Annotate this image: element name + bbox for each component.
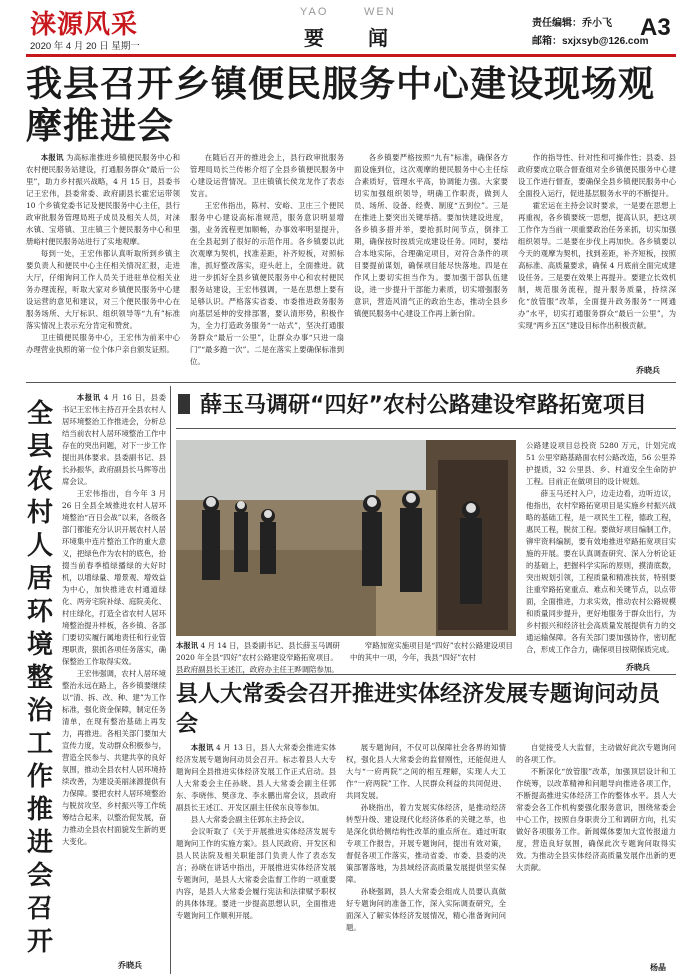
- story2-right-1: 公路建设项目总投资 5280 万元，计划完成 51 公里窄路基路面农村公路改造，56 公里养护提质，32 公里县、乡、村道安全生命防护工程。目前正在做项目的设计规划。: [526, 441, 676, 486]
- story2-caption: 本报讯 4 月 14 日，县委副书记、县长薛玉马调研 2020 年全县“四好”农村公路建设窄路拓宽项目。县政府副县长王述江，政府办主任王晔调陪参加。: [176, 641, 340, 674]
- side-story-body: 本报讯 4 月 16 日，县委书记王宏伟主持召开全县农村人居环境整治工作推进会，分析总结当前农村人居环境整治工作中存在的突出问题，对下一步工作提出具体要求。县委副书记、县长孙振华，政府副县长马辉等出席会议。 王宏伟指出，自今年 3 月 26 日全县全域推进农村人居环境整治“百日会战”以来，各级各部门都能充分认识开展农村人居环境集中连片整治工作的重大意义，把绿色作为农村的底色，拾掇当前春季植绿播绿的大好时机，以增绿量、增景观、增效益为中心，加快推进农村通道绿化、两旁宅院补绿、庭院美化、村庄绿化，打造全省农村人居环境整治提升样板，各乡镇、各部门要切实履行属地责任和行业管理职责，狠抓各项任务落实，确保整治工作取得实效。 王宏伟强调，农村人居环境整治永远在路上，各乡镇要继续以“清、拆、改、种、建”为工作标准，强化资金保障，制定任务清单，在现有整治基础上再发力，再推进。各相关部门要加大宣传力度，发动群众积极参与，营造全民参与、共建共享的良好氛围，推动全县农村人居环境持续改善，为建设美丽涞源提供有力保障。要把农村人居环境整治与脱贫攻坚、乡村振兴等工作统筹结合起来，以整治促发展，奋力推动全县农村面貌发生新的更大变化。: [62, 393, 166, 846]
- side-body-2: 王宏伟指出，自今年 3 月 26 日全县全域推进农村人居环境整治“百日会战”以来，各级各部门都能充分认识开展农村人居环境集中连片整治工作的重大意义，把绿色作为农村的底色，拾掇当前春季植绿播绿的大好时机，以增绿量、增景观、增效益为中心，加快推进农村通道绿化、两旁宅院补绿、庭院美化、村庄绿化，打造全省农村人居环境整治提升样板，各乡镇、各部门要切实履行属地责任和行业管理职责，狠抓各项任务落实，确保整治工作取得实效。: [62, 489, 166, 666]
- story3-col-3: [516, 742, 676, 958]
- divider-vertical: [170, 386, 171, 974]
- story3-col-1: 本报讯 4 月 13 日，县人大常委会推进实体经济发展专题询问动员会召开。标志着县人大专题询问全县推进实体经济发展工作正式启动。县人大常委会主任孙晓、县人大常委会副主任郭东、李晓伟、樊彦龙、李永鹏出席会议，县政府副县长王述江、开发区副主任侯东良等参加。 县人大常委会副主任郭东主持会议。 会议听取了《关于开展推进实体经济发展专题询问工作的实施方案》。县人民政府、开发区和县人民法院及相关职能部门负责人作了表态发言；孙晓在讲话中指出，开展推进实体经济发展专题询问，是县人大常委会监督工作的一项重要内容，是县人大常委会履行宪法和法律赋予职权的具体体现。要进一步提高思想认识，全面推进专题询问工作顺利开展。: [176, 743, 336, 920]
- story2-headline: 薛玉马调研“四好”农村公路建设窄路拓宽项目: [200, 393, 647, 418]
- story1-col-3: [354, 152, 508, 378]
- section-cn-2: 闻: [368, 26, 388, 50]
- story1-col-2: [190, 152, 344, 378]
- divider-2: [176, 428, 676, 429]
- section-en-2: WEN: [364, 6, 396, 18]
- story3-col2-text: 展专题询问，不仅可以保障社会各界的知情权，强化县人大常委会的监督刚性，还能促进人大与“一府两院”之间的相互理解，实现人大工作“一府两院”工作、人民群众利益的共同促进、共同发展。: [346, 743, 506, 800]
- story2-caption-2: [350, 640, 516, 676]
- story1-col4-text: 作的指导性、针对性和可操作性；县委、县政府要成立联合督查组对全乡镇便民服务中心建设工作进行督查，要确保全县乡镇便民服务中心全面投入运行，促进基层服务水平的不断提升。: [518, 153, 676, 198]
- story3-col3b-text: 不断深化“放管服”改革，加强顶层设计和工作统筹，以改革精神和问题导向推进各项工作，不断提高推进实体经济工作的整体水平。县人大常委会各工作机构要强化服务意识，围绕常委会中心工作，按照自身职责分工和调研方向，扎实做好各项服务工作。新闻媒体要加大宣传报道力度，营造良好氛围，确保此次专题询问取得实效。为推动全县实体经济高质量发展作出新的更大贡献。: [516, 767, 676, 872]
- headline-marker: [178, 394, 190, 414]
- side-body-1: 4 月 16 日，县委书记王宏伟主持召开全县农村人居环境整治工作推进会，分析总结当前农村人居环境整治工作中存在的突出问题，对下一步工作提出具体要求。县委副书记、县长孙振华，政府副县长马辉等出席会议。: [62, 393, 166, 486]
- story1-col1-text: 为高标准推进乡镇便民服务中心和农村便民服务站建设，打通服务群众“最后一公里”，助力乡村振兴战略，4 月 15 日，县委书记王宏伟，县委常委、政府副县长霍宏运带领 10 个乡镇党委书记及便民服务中心主任，县行政审批服务管理局班子成员及相关人员，对涞水镇、宝塔镇、卫庄镇三个便民服务中心和里册峪村便民服务站进行了实地观摩。: [26, 153, 180, 246]
- story1-col-4: [518, 152, 676, 364]
- story3-author: 杨晶: [650, 963, 666, 972]
- story3-col2b-text: 孙晓指出，着力发展实体经济，是推动经济转型升级、建设现代化经济体系的关键之举，也是深化供给侧结构性改革的重点所在。通过听取专项工作报告，开展专题询问，提出有效对策，督促各项工作落实，推动省委、市委、县委的决策部署落地，为县域经济高质量发展提供坚实保障。: [346, 803, 506, 884]
- story1-col3-text: 各乡镇要严格按照“九有”标准，确保各方面设施到位，这次观摩的便民服务中心主任综合素质好，管理水平高，协调能力强。大家要切实加强组织领导，明确工作职责，做到人员、场所、设备、经费、制度“五到位”。三是在推进上要突出关键举措。要加快建设进度，各乡镇多措并举，要抢抓时间节点，倒排工期，确保按时按质完成建设任务。同时，要结合本地实际，合理确定项目，对符合条件的项目要提前谋划，确保项目能尽快落地。四是在作风上要切实担当作为。要加强干部队伍建设，进一步提升干部能力素质，切实增强服务意识，营造风清气正的政治生态，推动全县乡镇便民服务中心建设工作再上新台阶。: [354, 153, 508, 318]
- story2-author: 乔晓兵: [626, 663, 650, 672]
- newspaper-logo: 涞源风采: [30, 10, 139, 40]
- story3-col3-text: 自觉接受人大监督，主动做好此次专题询问的各项工作。: [516, 743, 676, 764]
- editor-email: 邮箱：sxjxsyb@126.com: [532, 36, 649, 47]
- story2-right-2: 薛玉马还村入户，边走边看，边听边议，他指出，农村窄路拓宽项目是实施乡村振兴战略的基础工程，是一项民生工程，德政工程，惠民工程，脱贫工程。要做好项目编制工作，铆牢资料编制，要有效地推进窄路拓宽项目实施的开展。要在认真调查研究、深入分析论证的基础上，把握科学实际的原则，摸清底数，突出规划引领，工程质量和精准扶贫，特别要注重窄路拓宽重点、难点和关键节点，以点带面，全面推进，力求实效，推动农村公路规模和质量同步提升，更好地服务于群众出行，为乡村振兴和经济社会高质量发展提供有力的交通运输保障。各有关部门要加强协作，密切配合，形成工作合力，确保项目按期保质完成。: [526, 489, 676, 654]
- story3-col1c-text: 会议听取了《关于开展推进实体经济发展专题询问工作的实施方案》。县人民政府、开发区和县人民法院及相关职能部门负责人作了表态发言；孙晓在讲话中指出，开展推进实体经济发展专题询问，是县人大常委会监督工作的一项重要内容，是县人大常委会履行宪法和法律赋予职权的具体体现。要进一步提高思想认识，全面推进专题询问工作顺利开展。: [176, 827, 336, 920]
- divider-3: [176, 674, 676, 675]
- section-cn-1: 要: [304, 26, 324, 50]
- story3-col-2: [346, 742, 506, 972]
- side-story-author: 乔晓兵: [118, 961, 142, 970]
- story3-col1b-text: 县人大常委会副主任郭东主持会议。: [190, 815, 310, 824]
- field-visit-photo: [176, 440, 516, 636]
- story2-caption-text: 4 月 14 日，县委副书记、县长薛玉马调研 2020 年全县“四好”农村公路建设窄路拓宽项目。县政府副县长王述江，政府办主任王晔调陪参加。: [176, 641, 340, 674]
- masthead-rule: [26, 54, 676, 57]
- responsible-editor: 责任编辑：乔小飞: [532, 18, 612, 29]
- story1-col1b-text: 每到一处，王宏伟都认真听取所到乡镇主要负责人和便民中心主任相关情况汇报，走进大厅，仔细询问工作人员关于进驻单位相关业务办理流程，听取大家对乡镇便民服务中心建设运营的意见和建议，对三个便民服务中心在服务场所、大厅标识、组织领导等“九有”标准落实情况上表示充分肯定和赞赏。: [26, 249, 180, 330]
- story3-headline: 县人大常委会召开推进实体经济发展专题询问动员会: [176, 682, 661, 737]
- story1-author: 乔晓兵: [636, 366, 660, 375]
- story3-col2c-text: 孙晓强调，县人大常委会组成人员要认真做好专题询问的准备工作，深入实际调查研究，全面深入了解实体经济发展情况，精心准备询问问题。: [346, 887, 506, 932]
- divider-1: [26, 382, 676, 383]
- story1-headline: 我县召开乡镇便民服务中心建设现场观摩推进会: [26, 64, 656, 147]
- story3-col1-text: 4 月 13 日，县人大常委会推进实体经济发展专题询问动员会召开。标志着县人大专题询问全县推进实体经济发展工作正式启动。县人大常委会主任孙晓、县人大常委会副主任郭东、李晓伟、樊彦龙、李永鹏出席会议，县政府副县长王述江、开发区副主任侯东良等参加。: [176, 743, 336, 812]
- story1-col4b-text: 霍宏运在主持会议时要求，一是要在思想上再重视，各乡镇要统一思想，提高认识，把这项工作作为当前一项重要政治任务来抓，切实加强组织领导。二是要在步伐上再加快。各乡镇要以今天的观摩为契机，找到差距，补齐短板，按照高标准、高质量要求，确保 4 月底前全面完成建设任务。三是要在效果上再提升。要建立长效机制，规范服务流程，提升服务质量，持续深化“放管服”改革，全面提升政务服务“一网通办”水平，切实打通服务群众“最后一公里”，为实现“两乡五区”建设目标作出积极贡献。: [518, 201, 676, 330]
- story2-col-right: [526, 440, 676, 662]
- masthead: [0, 0, 700, 54]
- story1-col2b-text: 王宏伟指出，陈村、安峪、卫庄三个便民服务中心建设高标准规范，服务意识明显增强，业务流程更加顺畅，办事效率明显提升，在全县起到了很好的示范作用。各乡镇要以此次观摩为契机，找准差距，补齐短板，对照标准，抓好整改落实，迎头赶上，全面推进。就进一步抓好全县乡镇便民服务中心和农村便民服务站建设，王宏伟强调，一是在思想上要有足够认识。严格落实省委、市委推进政务服务向基层延伸的安排部署，要认清形势，积极作为，全力打造政务服务“一站式”，坚决打通服务群众“最后一公里”，让群众办事“只进一扇门”“最多跑一次”。二是在落实上要确保标准到位。: [190, 201, 344, 366]
- story1-col-1: 本报讯 为高标准推进乡镇便民服务中心和农村便民服务站建设，打通服务群众“最后一公里”，助力乡村振兴战略，4 月 15 日，县委书记王宏伟，县委常委、政府副县长霍宏运带领 10 个乡镇党委书记及便民服务中心主任，县行政审批服务管理局班子成员及相关人员，对涞水镇、宝塔镇、卫庄镇三个便民服务中心和里册峪村便民服务站进行了实地观摩。 每到一处，王宏伟都认真听取所到乡镇主要负责人和便民中心主任相关情况汇报，走进大厅，仔细询问工作人员关于进驻单位相关业务办理流程，听取大家对乡镇便民服务中心建设运营的意见和建议，对三个便民服务中心在服务场所、大厅标识、组织领导等“九有”标准落实情况上表示充分肯定和赞赏。 卫庄镇便民服务中心，王宏伟为前来中心办理营业执照的第一位个体户亲自颁发证照。: [26, 153, 180, 354]
- story2-caption2-text: 窄路加宽实施项目是“四好”农村公路建设项目中的其中一项，今年，我县“四好”农村: [350, 641, 513, 662]
- issue-date: 2020 年 4 月 20 日 星期一: [30, 41, 140, 52]
- side-story-title: 全县农村人居环境整治工作推进会召开: [26, 399, 53, 957]
- story1-col2-text: 在随后召开的推进会上，县行政审批服务管理局局长兰传彬介绍了全县乡镇便民服务中心建设运营情况。卫庄镇镇长侯龙龙作了表态发言。: [190, 153, 344, 198]
- story1-col1c-text: 卫庄镇便民服务中心，王宏伟为前来中心办理营业执照的第一位个体户亲自颁发证照。: [26, 333, 180, 354]
- story2-photo: [176, 440, 516, 636]
- side-body-3: 王宏伟强调，农村人居环境整治永远在路上，各乡镇要继续以“清、拆、改、种、建”为工作标准，强化资金保障，制定任务清单，在现有整治基础上再发力，再推进。各相关部门要加大宣传力度，发动群众积极参与，营造全民参与、共建共享的良好氛围，推动全县农村人居环境持续改善，为建设美丽涞源提供有力保障。要把农村人居环境整治与脱贫攻坚、乡村振兴等工作统筹结合起来，以整治促发展，奋力推动全县农村面貌发生新的更大变化。: [62, 669, 166, 846]
- page-number: A3: [640, 14, 671, 41]
- section-en-1: YAO: [300, 6, 329, 18]
